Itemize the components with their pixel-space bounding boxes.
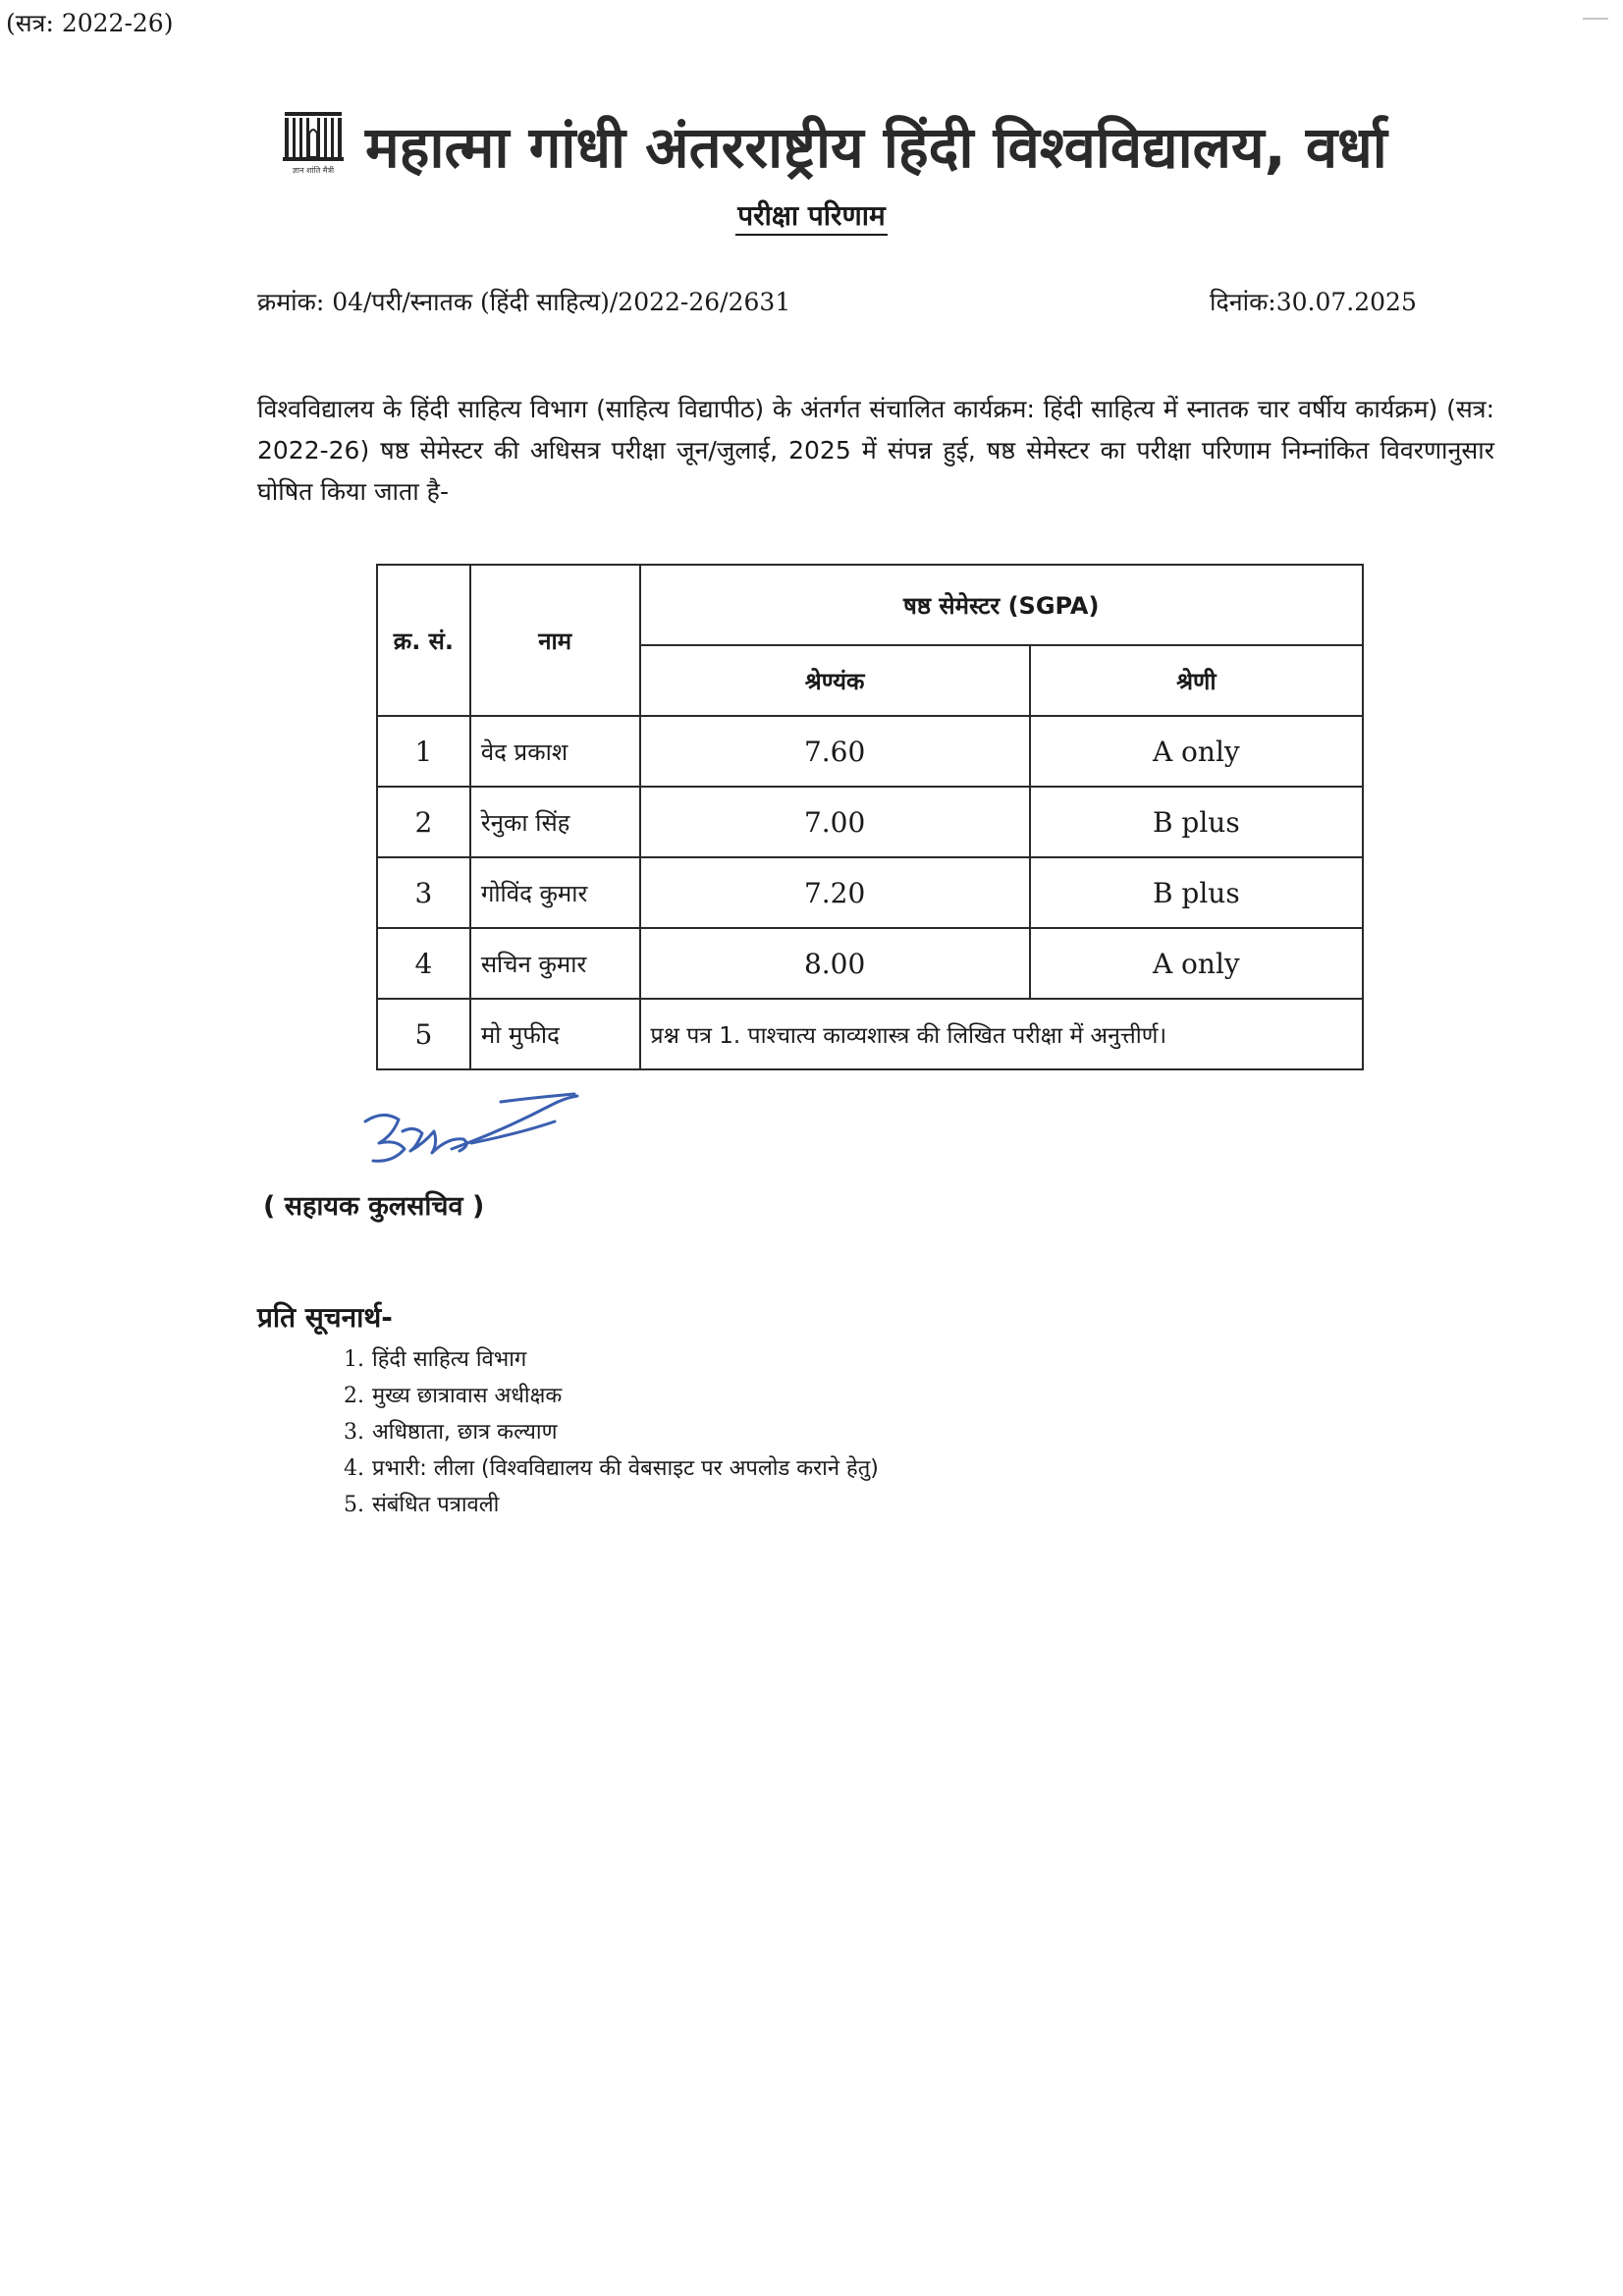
document-title: परीक्षा परिणाम (0, 196, 1623, 234)
cell-grade-point: 7.20 (640, 857, 1030, 928)
list-item: 4. प्रभारी: लीला (विश्वविद्यालय की वेबसाइट पर अपलोड कराने हेतु) (344, 1456, 879, 1481)
cell-grade: A only (1030, 928, 1363, 999)
reference-number: क्रमांक: 04/परी/स्नातक (हिंदी साहित्य)/2022-26/2631 (257, 288, 791, 316)
cell-grade: B plus (1030, 857, 1363, 928)
list-item: 5. संबंधित पत्रावली (344, 1493, 500, 1517)
list-item: 3. अधिष्ठाता, छात्र कल्याण (344, 1420, 558, 1445)
header-semester: षष्ठ सेमेस्टर (SGPA) (640, 565, 1363, 645)
cell-grade: A only (1030, 716, 1363, 787)
cell-serial: 2 (377, 787, 470, 857)
cell-name: रेनुका सिंह (470, 787, 640, 857)
cell-serial: 4 (377, 928, 470, 999)
cell-remark: प्रश्न पत्र 1. पाश्चात्य काव्यशास्त्र की लिखित परीक्षा में अनुत्तीर्ण। (640, 999, 1363, 1069)
table-row (377, 787, 1363, 857)
table-row (377, 999, 1363, 1069)
university-name: महात्मा गांधी अंतरराष्ट्रीय हिंदी विश्वविद्यालय, वर्धा (365, 114, 1387, 181)
logo-caption: ज्ञान शांति मैत्री (292, 166, 335, 175)
copy-heading: प्रति सूचनार्थ- (257, 1301, 393, 1334)
result-table (376, 564, 1364, 1070)
table-row (377, 928, 1363, 999)
cell-serial: 5 (377, 999, 470, 1069)
cell-serial: 3 (377, 857, 470, 928)
table-row (377, 857, 1363, 928)
header-grade-point: श्रेण्यंक (640, 645, 1030, 716)
cell-grade-point: 7.00 (640, 787, 1030, 857)
cell-grade-point: 7.60 (640, 716, 1030, 787)
table-row (377, 716, 1363, 787)
intro-paragraph: विश्वविद्यालय के हिंदी साहित्य विभाग (साहित्य विद्यापीठ) के अंतर्गत संचालित कार्यक्रम: हिंदी साहित्य में स्नातक चार वर्षीय कार्यक्रम) (सत्र: 2022-26) षष्ठ सेमेस्टर की अधिसत्र परीक्षा जून/जुलाई, 2025 में संपन्न हुई, षष्ठ सेमेस्टर का परीक्षा परिणाम निम्नांकित विवरणानुसार घोषित किया जाता है- (257, 395, 1494, 506)
corner-mark (1583, 18, 1608, 20)
signatory-title: ( सहायक कुलसचिव ) (263, 1191, 485, 1222)
header-name: नाम (470, 565, 640, 716)
list-item: 2. मुख्य छात्रावास अधीक्षक (344, 1384, 563, 1408)
cell-name: वेद प्रकाश (470, 716, 640, 787)
session-tag: (सत्र: 2022-26) (6, 9, 174, 37)
cell-grade: B plus (1030, 787, 1363, 857)
cell-name: मो मुफीद (470, 999, 640, 1069)
header-grade: श्रेणी (1030, 645, 1363, 716)
cell-name: सचिन कुमार (470, 928, 640, 999)
header-serial: क्र. सं. (377, 565, 470, 716)
signature (353, 1092, 589, 1186)
copy-list (344, 1341, 879, 1523)
cell-serial: 1 (377, 716, 470, 787)
list-item: 1. हिंदी साहित्य विभाग (344, 1347, 527, 1372)
cell-grade-point: 8.00 (640, 928, 1030, 999)
document-date: दिनांक:30.07.2025 (1210, 288, 1417, 316)
cell-name: गोविंद कुमार (470, 857, 640, 928)
university-logo (279, 108, 348, 179)
